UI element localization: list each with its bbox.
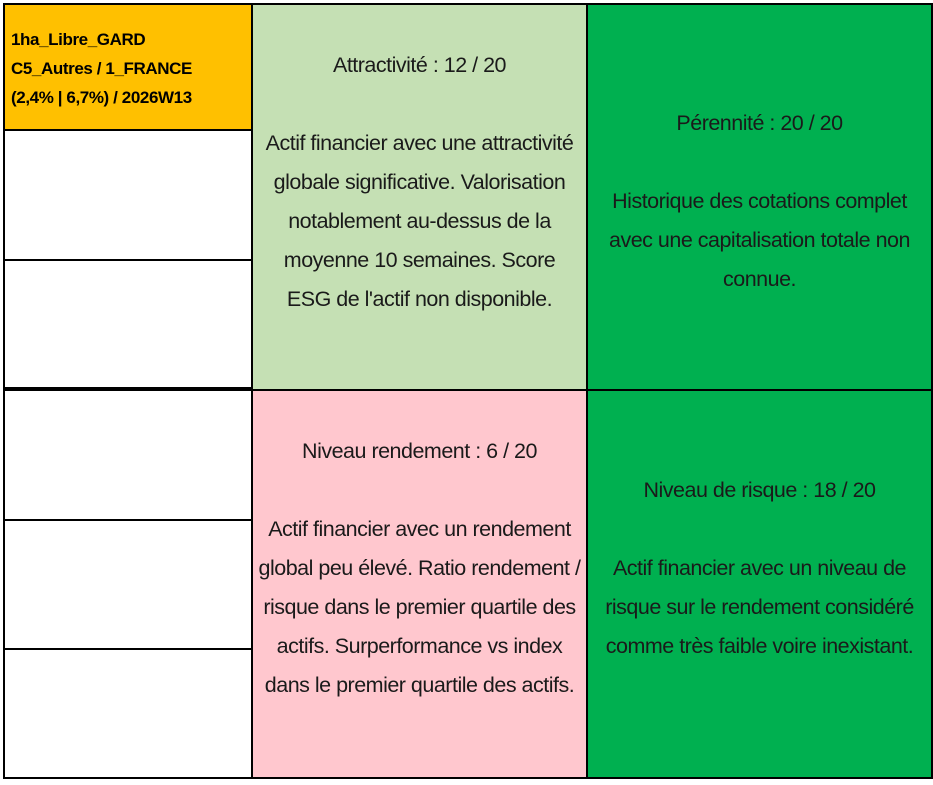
perennite-description: Historique des cotations complet avec une capitalisation totale non connue. [609,189,910,291]
asset-name: 1ha_Libre_GARD [11,30,146,49]
rendement-description: Actif financier avec un rendement global peu élevé. Ratio rendement / risque dans le premier quartile des actifs. Surperformance vs index dans le premier quartile des actifs. [258,517,581,697]
asset-metrics-period: (2,4% | 6,7%) / 2026W13 [11,88,192,107]
rendement-title: Niveau rendement : 6 / 20 [302,439,537,463]
empty-cell [3,519,253,650]
risque-description: Actif financier avec un niveau de risque sur le rendement considéré comme très faible voire inexistant. [605,556,914,658]
rendement-cell [251,389,588,779]
attractivite-title: Attractivité : 12 / 20 [332,53,507,77]
perennite-title: Pérennité : 20 / 20 [676,111,843,135]
attractivite-description: Actif financier avec une attractivité globale significative. Valorisation notablement au-dessus de la moyenne 10 semaines. Score ESG de l'actif non disponible. [265,131,574,311]
risque-cell [586,389,933,779]
asset-header-cell [3,3,253,131]
empty-cell [3,389,253,521]
risque-title: Niveau de risque : 18 / 20 [643,478,876,502]
attractivite-cell [251,3,588,391]
asset-category: C5_Autres / 1_FRANCE [11,59,192,78]
empty-cell [3,129,253,261]
perennite-cell [586,3,933,391]
empty-cell [3,259,253,389]
empty-cell [3,648,253,779]
